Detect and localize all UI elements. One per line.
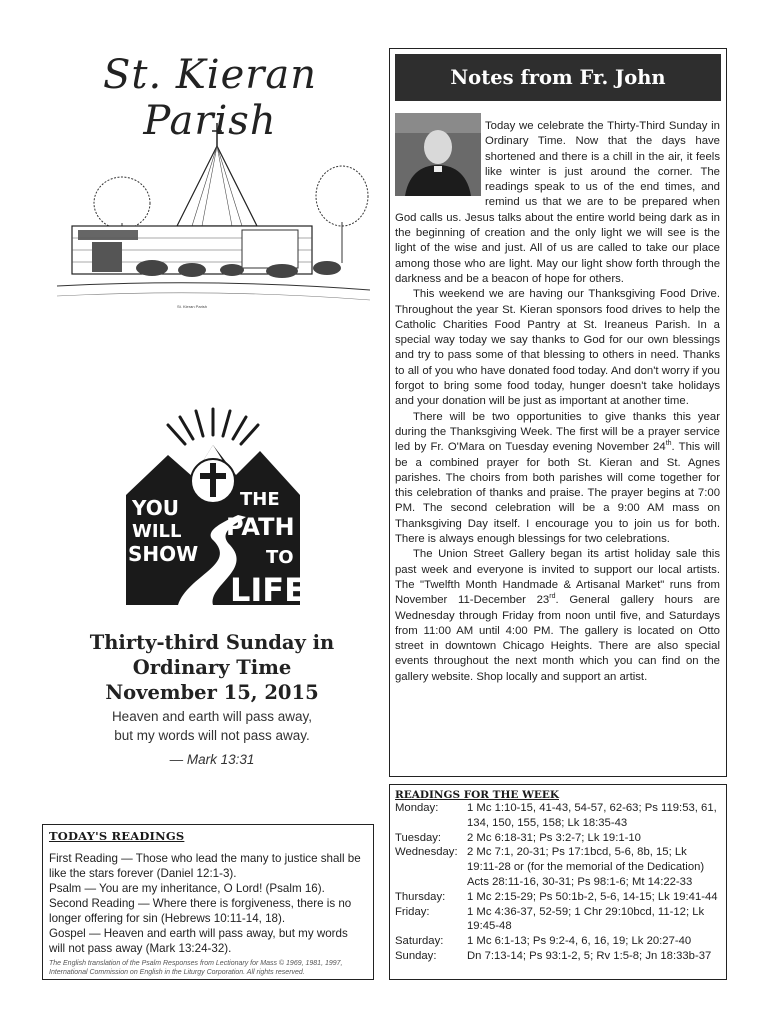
you-will-show-logo — [118, 405, 308, 615]
reading-label: Gospel — [49, 927, 86, 940]
notes-box — [389, 48, 727, 777]
notes-title: Notes from Fr. John — [395, 54, 721, 101]
weekly-reading-row — [395, 905, 721, 935]
ordinal-suffix: th — [665, 440, 672, 448]
reading-label: First Reading — [49, 852, 118, 865]
reading-item — [49, 881, 367, 896]
reading-label: Second Reading — [49, 897, 135, 910]
reading-item — [49, 851, 367, 881]
weekly-reading-row — [395, 845, 721, 889]
notes-paragraph: Today we celebrate the Thirty-Third Sunday in Ordinary Time. Now that the days have shortened and there is a chill in the air, it feels like winter is just around the corner. The readings speak to us of the end times, and remind us that we are to be prepared when God calls us. Jesus talks about the entire world being dark as in the beginning of creation and the only light we will see is the light of the wise and just. All of us are called to take our place among those who are light. May our light show forth through the darkness and be a beacon of hope for others. — [395, 120, 720, 285]
week-day: Saturday: — [395, 935, 444, 948]
logo-word-path: PATH — [226, 513, 295, 541]
notes-text: . This will be a combined prayer for both St. Kieran and St. Agnes parishes. The choirs from both parishes will come together for this celebration of thanks and praise. The prayer begins at 7:00 PM. The second celebration will be a 9:00 AM mass on Thanksgiving Day itself. I encourage you to join us for both. There is always enough blessings for two celebrations. — [395, 441, 720, 546]
week-readings: 1 Mc 2:15-29; Ps 50:1b-2, 5-6, 14-15; Lk 19:41-44 — [467, 890, 718, 903]
week-readings: 2 Mc 6:18-31; Ps 3:2-7; Lk 19:1-10 — [467, 831, 641, 844]
quote-line2: but my words will not pass away. — [114, 728, 310, 743]
notes-paragraph: This weekend we are having our Thanksgiving Food Drive. Throughout the year St. Kieran sponsors food drives to help the Catholic Charities Food Pantry at St. Ireaneus Parish. In a special way today we say thanks to God for our own blessings and try to pass some of that blessing to others in need. Thanks to all of you who have donated food today. And don't worry if you forgot to bring some food today, hunger doesn't take holidays and your donation will be just as important at another time. — [395, 288, 720, 408]
quote-reference: — Mark 13:31 — [169, 752, 255, 767]
sunday-date: November 15, 2015 — [105, 681, 319, 704]
reading-label: Psalm — [49, 882, 82, 895]
logo-word-show: SHOW — [128, 542, 199, 566]
priest-photo — [395, 113, 481, 196]
sunday-title-line1: Thirty-third Sunday in — [89, 631, 335, 654]
week-readings: Dn 7:13-14; Ps 93:1-2, 5; Rv 1:5-8; Jn 18:33b-37 — [467, 949, 712, 962]
week-day: Tuesday: — [395, 831, 442, 844]
notes-body — [395, 119, 720, 685]
copyright-notice: The English translation of the Psalm Responses from Lectionary for Mass © 1969, 1981, 1997, International Commission on English in the Liturgy Corporation. All rights reserved. — [49, 960, 343, 976]
church-caption: St. Kieran Parish — [177, 304, 208, 309]
scripture-quote — [40, 707, 384, 745]
weekly-reading-row — [395, 831, 721, 846]
week-readings: 2 Mc 7:1, 20-31; Ps 17:1bcd, 5-6, 8b, 15; Lk 19:11-28 or (for the memorial of the Dedication) Acts 28:11-16, 30-31; Ps 98:1-6; Mt 14:22-33 — [467, 846, 705, 888]
week-day: Wednesday: — [395, 846, 458, 859]
parish-title: St. Kieran Parish — [103, 52, 317, 144]
reading-item — [49, 896, 367, 926]
weekly-reading-row — [395, 890, 721, 905]
notes-paragraph — [395, 547, 720, 685]
reading-text: — Where there is forgiveness, there is no longer offering for sin (Hebrews 10:11-14, 18). — [49, 897, 352, 925]
sunday-title — [40, 630, 384, 705]
week-day: Monday: — [395, 802, 439, 814]
week-day: Sunday: — [395, 949, 437, 962]
week-day: Thursday: — [395, 890, 446, 903]
notes-text: There will be two opportunities to give thanks this year during the Thanksgiving Week. The first will be a prayer service led by Fr. O'Mara on Tuesday evening November 24 — [395, 410, 720, 454]
todays-readings-box — [42, 824, 374, 980]
todays-readings-heading: TODAY'S READINGS — [49, 829, 185, 843]
reading-text: — Heaven and earth will pass away, but my words will not pass away (Mark 13:24-32). — [49, 927, 348, 955]
week-readings: 1 Mc 4:36-37, 52-59; 1 Chr 29:10bcd, 11-12; Lk 19:45-48 — [467, 905, 705, 933]
logo-word-the: THE — [240, 489, 280, 510]
week-readings: 1 Mc 1:10-15, 41-43, 54-57, 62-63; Ps 119:53, 61, 134, 150, 155, 158; Lk 18:35-43 — [467, 802, 717, 829]
notes-text: . General gallery hours are Wednesday through Friday from noon until five, and Saturdays from 11:00 AM until 4:00 PM. The gallery is located on Otto street in downtown Chicago Heights. There are also special events throughout the next month which you can find on the gallery website. Shop locally and support an artist. — [395, 594, 720, 683]
sunday-title-line2: Ordinary Time — [132, 656, 292, 679]
week-readings: 1 Mc 6:1-13; Ps 9:2-4, 6, 16, 19; Lk 20:27-40 — [467, 935, 692, 948]
logo-word-to: TO — [266, 547, 294, 568]
logo-word-life: LIFE — [230, 571, 307, 609]
reading-text: — You are my inheritance, O Lord! (Psalm 16). — [81, 882, 325, 895]
reading-text: — Those who lead the many to justice shall be like the stars forever (Daniel 12:1-3). — [49, 852, 361, 880]
weekly-reading-row — [395, 934, 721, 949]
week-day: Friday: — [395, 905, 430, 918]
ordinal-suffix: rd — [549, 593, 556, 601]
reading-item — [49, 926, 367, 956]
logo-word-will: WILL — [132, 521, 182, 542]
weekly-reading-row — [395, 801, 721, 831]
notes-text: The Union Street Gallery began its artist holiday sale this past week and everyone is invited to support our local artists. The "Twelfth Month Handmade & Artisanal Market" runs from November 11-December 23 — [395, 548, 720, 607]
weekly-reading-row — [395, 949, 721, 964]
weekly-readings-box — [389, 784, 727, 980]
notes-paragraph — [395, 410, 720, 548]
church-illustration — [52, 118, 374, 318]
weekly-readings-heading: READINGS FOR THE WEEK — [395, 789, 559, 801]
quote-line1: Heaven and earth will pass away, — [111, 709, 313, 724]
logo-word-you: YOU — [132, 496, 180, 520]
